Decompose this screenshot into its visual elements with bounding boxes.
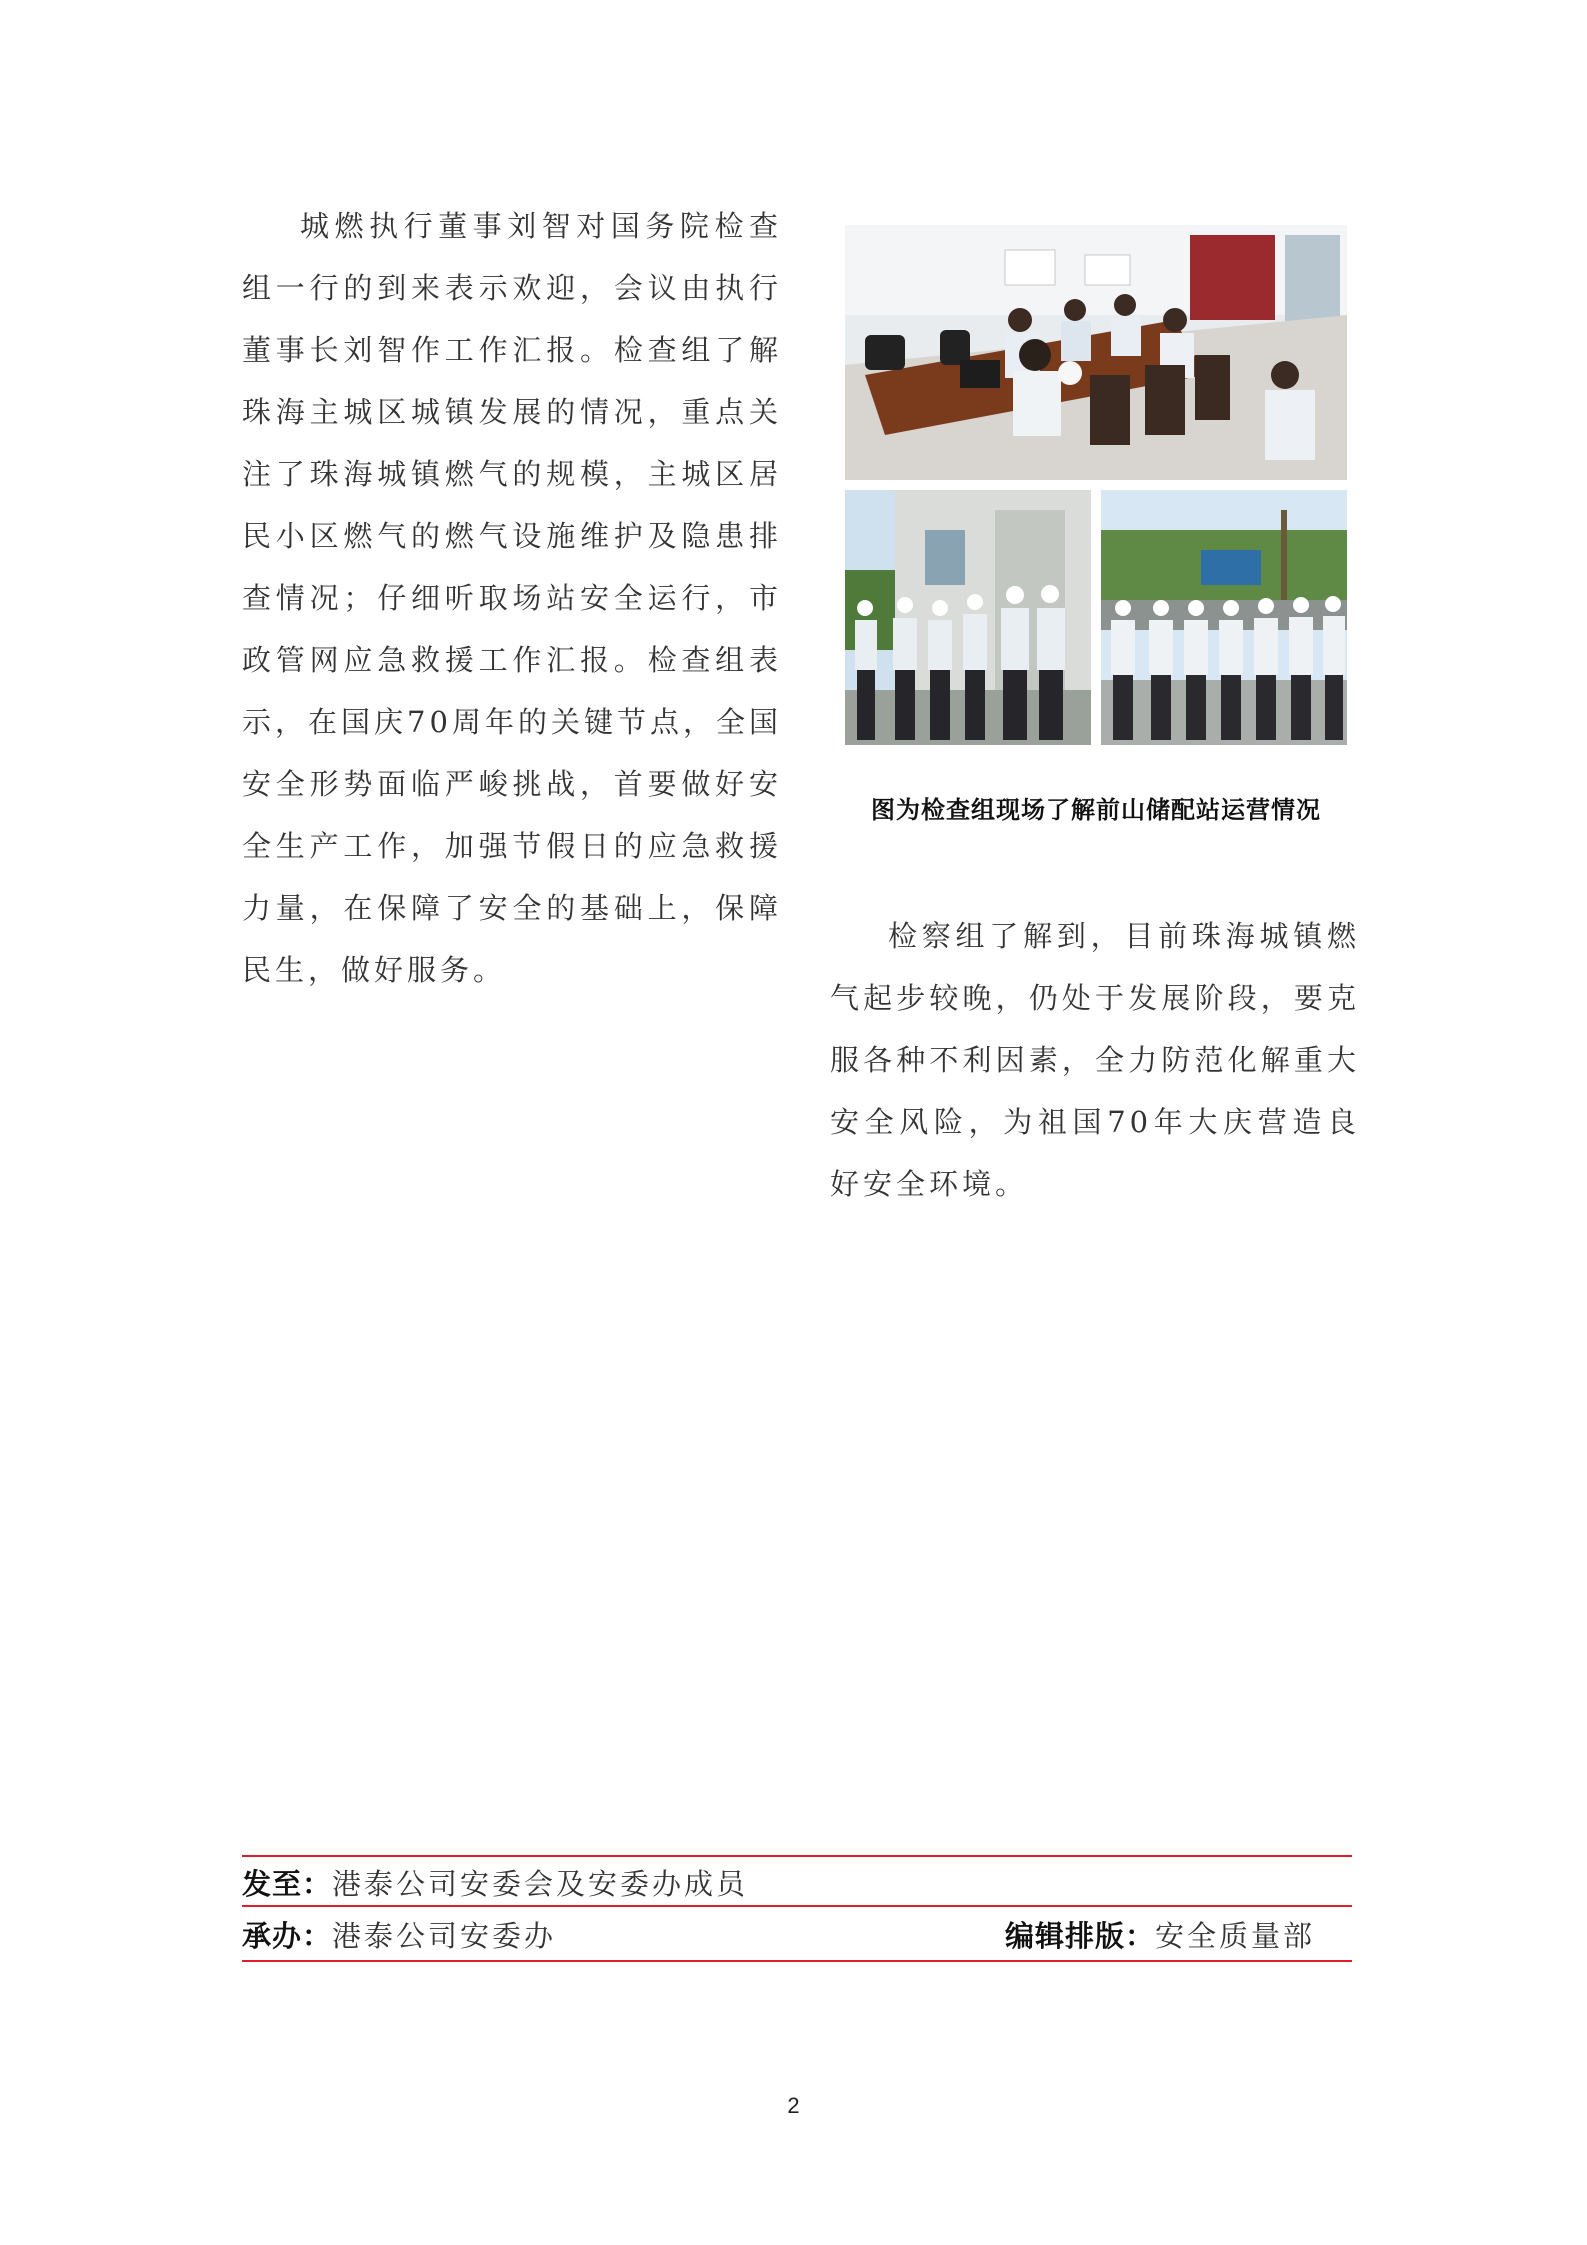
send-to-label: 发至： xyxy=(242,1867,333,1901)
undertaker-value: 港泰公司安委办 xyxy=(332,1919,557,1953)
undertaker-label: 承办： xyxy=(242,1919,333,1953)
right-paragraph: 检察组了解到，目前珠海城镇燃气起步较晚，仍处于发展阶段，要克服各种不利因素，全力防范化解重大安全风险，为祖国70年大庆营造良好安全环境。 xyxy=(830,919,1360,1201)
footer-rule-middle xyxy=(242,1905,1352,1907)
site-visit-photo-right xyxy=(1101,490,1347,745)
right-column xyxy=(830,905,1360,1215)
left-paragraph: 城燃执行董事刘智对国务院检查组一行的到来表示欢迎，会议由执行董事长刘智作工作汇报。检查组了解珠海主城区城镇发展的情况，重点关注了珠海城镇燃气的规模，主城区居民小区燃气的燃气设施维护及隐患排查情况；仔细听取场站安全运行，市政管网应急救援工作汇报。检查组表示，在国庆70周年的关键节点，全国安全形势面临严峻挑战，首要做好安全生产工作，加强节假日的应急救援力量，在保障了安全的基础上，保障民生，做好服务。 xyxy=(242,209,782,987)
meeting-room-photo xyxy=(845,225,1347,480)
footer-rule-top xyxy=(242,1855,1352,1857)
photo-caption: 图为检查组现场了解前山储配站运营情况 xyxy=(871,796,1321,824)
editor-value: 安全质量部 xyxy=(1155,1919,1316,1953)
editor-line xyxy=(1005,1914,1315,1955)
send-to-value: 港泰公司安委会及安委办成员 xyxy=(332,1867,749,1901)
photo-collage xyxy=(845,225,1347,745)
undertaker-line xyxy=(242,1914,556,1955)
footer-rule-bottom xyxy=(242,1960,1352,1962)
left-column xyxy=(242,195,782,1001)
page-number: 2 xyxy=(787,2093,800,2118)
site-visit-photo-left xyxy=(845,490,1091,745)
editor-label: 编辑排版： xyxy=(1005,1919,1156,1953)
send-to-line xyxy=(242,1862,748,1903)
